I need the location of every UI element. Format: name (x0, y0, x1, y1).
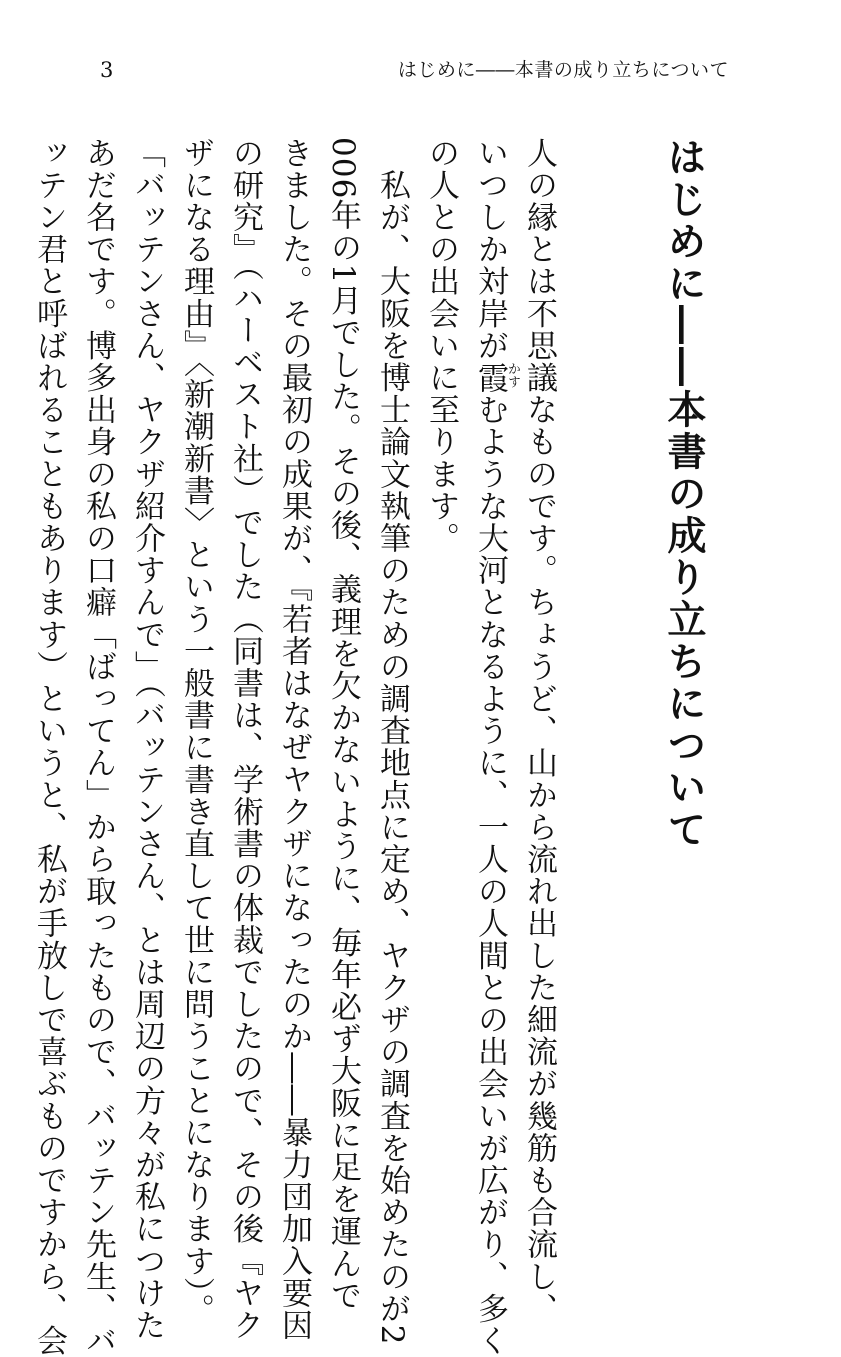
body-line-5: 006年の1月でした。その後、義理を欠かないように、毎年必ず大阪に足を運んで (325, 137, 361, 1312)
body-line-2 (472, 137, 520, 1357)
body-line-4: 私が、大阪を博士論文執筆のための調査地点に定め、ヤクザの調査を始めたのが2 (374, 137, 410, 1346)
body-line-2-part-a: いつしか対岸が (472, 137, 508, 362)
ruby-reading: かす (505, 361, 520, 388)
body-line-10: あだ名です。博多出身の私の口癖「ばってん」から取ったもので、バッテン先生、バ (80, 137, 116, 1357)
body-line-8: ザになる理由』〈新潮新書〉という一般書に書き直して世に問うことになります）。 (178, 137, 214, 1326)
running-head: はじめに――本書の成り立ちについて (397, 59, 729, 81)
body-line-9: 「バッテンさん、ヤクザ紹介すんで」（バッテンさん、とは周辺の方々が私につけた (129, 137, 165, 1342)
body-line-3: の人との出会いに至ります。 (423, 137, 459, 555)
ruby-word (472, 361, 520, 394)
ruby-base: 霞 (472, 361, 508, 394)
body-line-1: 人の縁とは不思議なものです。ちょうど、山から流れ出した細流が幾筋も合流し、 (521, 137, 557, 1325)
body-line-7: の研究』（ハーベスト社）でした（同書は、学術書の体裁でしたので、その後『ヤク (227, 137, 263, 1342)
page-number: 3 (100, 58, 114, 82)
chapter-title: はじめに――本書の成り立ちについて (661, 137, 707, 851)
body-line-11: ッテン君と呼ばれることもあります）というと、私が手放しで喜ぶものですから、会 (31, 137, 67, 1357)
body-line-2-part-b: むような大河となるように、一人の人間との出会いが広がり、多く (472, 393, 508, 1357)
body-line-6: きました。その最初の成果が、『若者はなぜヤクザになったのか――暴力団加入要因 (276, 137, 312, 1342)
